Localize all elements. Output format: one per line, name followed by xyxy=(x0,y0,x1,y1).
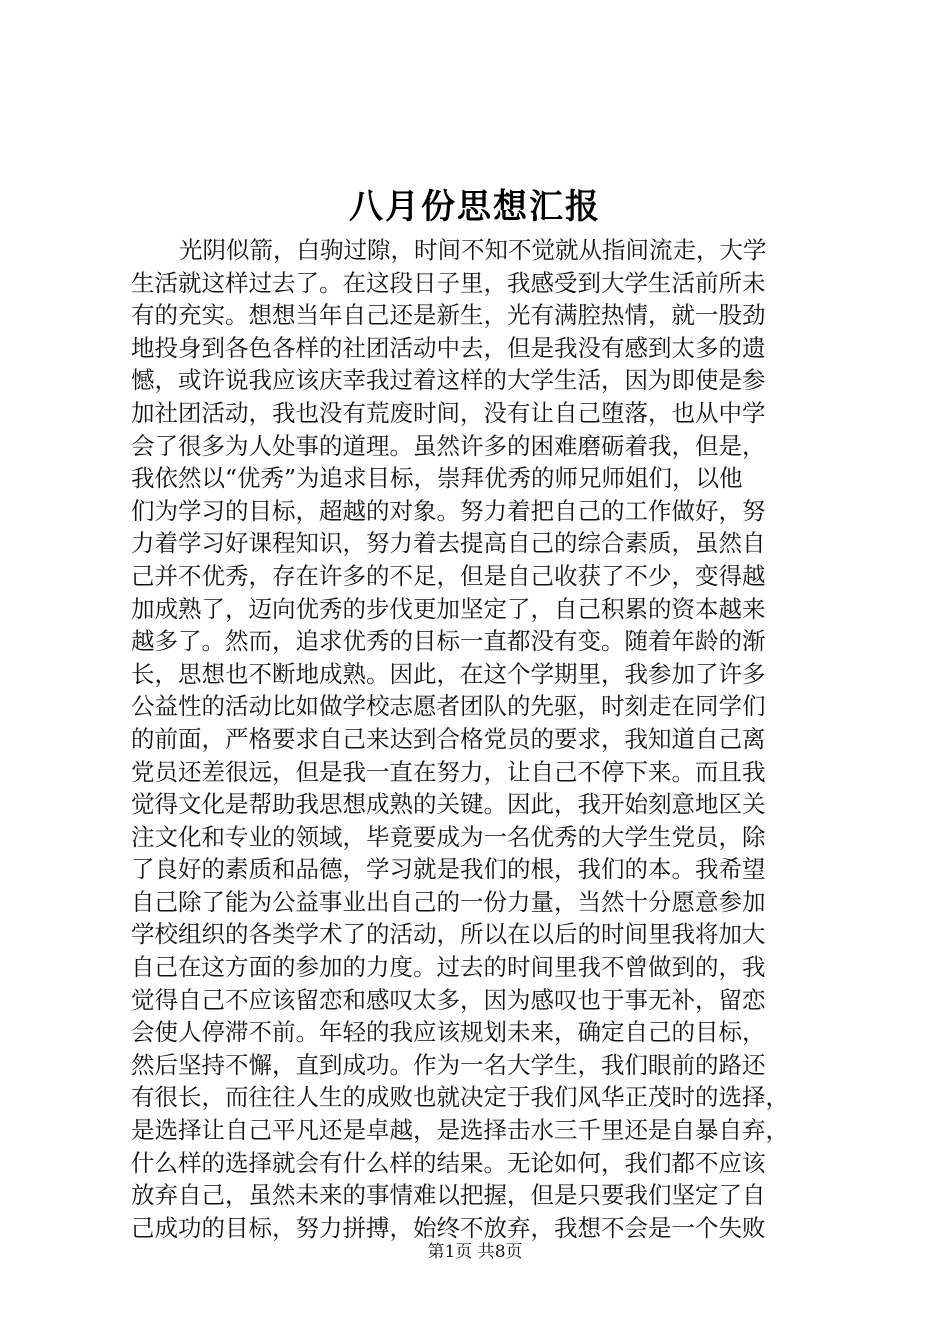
text-line: 有很长，而往往人生的成败也就决定于我们风华正茂时的选择， xyxy=(131,1083,789,1112)
text-line: 光阴似箭，白驹过隙，时间不知不觉就从指间流走，大学 xyxy=(179,236,767,264)
text-line: 觉得自己不应该留恋和感叹太多，因为感叹也于事无补，留恋 xyxy=(131,985,766,1014)
text-line: 什么样的选择就会有什么样的结果。无论如何，我们都不应该 xyxy=(131,1148,766,1177)
text-line: 公益性的活动比如做学校志愿者团队的先驱，时刻走在同学们 xyxy=(131,692,766,721)
text-line: 憾，或许说我应该庆幸我过着这样的大学生活，因为即使是参 xyxy=(131,366,766,395)
text-line: 觉得文化是帮助我思想成熟的关键。因此，我开始刻意地区关 xyxy=(131,790,766,819)
page-number-footer: 第1页 共8页 xyxy=(427,1242,523,1262)
document-body xyxy=(131,234,837,1244)
page-title: 八月份思想汇报 xyxy=(349,187,601,227)
text-line: 生活就这样过去了。在这段日子里，我感受到大学生活前所未 xyxy=(131,268,766,297)
text-line: 长，思想也不断地成熟。因此，在这个学期里，我参加了许多 xyxy=(131,659,766,688)
text-line: 自己除了能为公益事业出自己的一份力量，当然十分愿意参加 xyxy=(131,887,766,916)
text-line: 是选择让自己平凡还是卓越，是选择击水三千里还是自暴自弃， xyxy=(131,1116,789,1145)
text-line: 然后坚持不懈，直到成功。作为一名大学生，我们眼前的路还 xyxy=(131,1050,766,1079)
text-line: 们为学习的目标，超越的对象。努力着把自己的工作做好，努 xyxy=(131,496,766,525)
text-line: 越多了。然而，追求优秀的目标一直都没有变。随着年龄的渐 xyxy=(131,627,766,656)
text-line: 有的充实。想想当年自己还是新生，光有满腔热情，就一股劲 xyxy=(131,301,766,330)
text-line: 地投身到各色各样的社团活动中去，但是我没有感到太多的遗 xyxy=(131,333,766,362)
text-line: 自己在这方面的参加的力度。过去的时间里我不曾做到的，我 xyxy=(131,953,766,982)
text-line: 己并不优秀，存在许多的不足，但是自己收获了不少，变得越 xyxy=(131,561,766,590)
text-line: 党员还差很远，但是我一直在努力，让自己不停下来。而且我 xyxy=(131,757,766,786)
text-line: 会使人停滞不前。年轻的我应该规划未来，确定自己的目标， xyxy=(131,1018,766,1047)
text-line: 了良好的素质和品德，学习就是我们的根，我们的本。我希望 xyxy=(131,855,766,884)
text-line: 放弃自己，虽然未来的事情难以把握，但是只要我们坚定了自 xyxy=(131,1181,766,1210)
text-line: 力着学习好课程知识，努力着去提高自己的综合素质，虽然自 xyxy=(131,529,766,558)
text-line: 己成功的目标，努力拼搏，始终不放弃，我想不会是一个失败 xyxy=(131,1213,766,1242)
text-line: 注文化和专业的领域，毕竟要成为一名优秀的大学生党员，除 xyxy=(131,822,766,851)
text-line: 我依然以“优秀”为追求目标，崇拜优秀的师兄师姐们，以他 xyxy=(131,464,743,493)
text-line: 会了很多为人处事的道理。虽然许多的困难磨砺着我，但是， xyxy=(131,431,766,460)
text-line: 的前面，严格要求自己来达到合格党员的要求，我知道自己离 xyxy=(131,724,766,753)
text-line: 学校组织的各类学术了的活动，所以在以后的时间里我将加大 xyxy=(131,920,766,949)
text-line: 加成熟了，迈向优秀的步伐更加坚定了，自己积累的资本越来 xyxy=(131,594,766,623)
text-line: 加社团活动，我也没有荒废时间，没有让自己堕落，也从中学 xyxy=(131,398,766,427)
